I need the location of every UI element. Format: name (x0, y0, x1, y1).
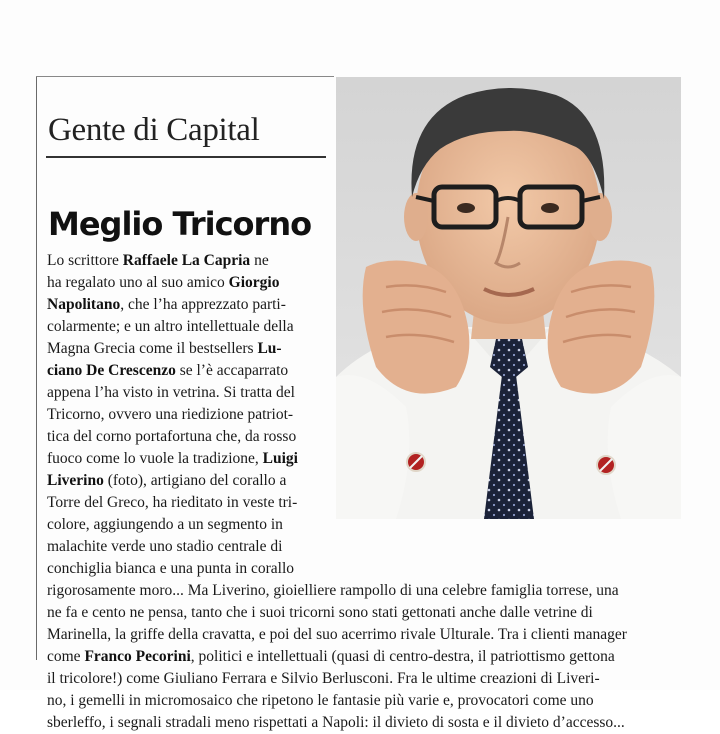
text-run: Magna Grecia come il bestsellers (47, 340, 258, 357)
text-run: sberleffo, i segnali stradali meno rispettati a Napoli: il divieto di sosta e il divieto d’accesso... (47, 714, 625, 731)
text-run: Lo scrittore (47, 252, 123, 269)
body-line (47, 514, 329, 536)
section-title: Gente di Capital (48, 112, 260, 148)
column-border-top (36, 76, 334, 77)
bold-name: Giorgio (228, 274, 280, 291)
body-line (47, 536, 329, 558)
text-run: fuoco come lo vuole la tradizione, (47, 450, 263, 467)
text-run: colore, aggiungendo a un segmento in (47, 516, 283, 533)
text-run: conchiglia bianca e una punta in corallo (47, 560, 295, 577)
bold-name: Napolitano (47, 296, 121, 313)
bold-name: Luigi (262, 450, 298, 467)
body-line (47, 426, 329, 448)
text-run: , che l’ha apprezzato parti- (120, 296, 286, 313)
body-line (47, 646, 673, 668)
body-line (47, 602, 673, 624)
body-line (47, 690, 673, 712)
body-line (47, 448, 329, 470)
bold-name: ciano De Crescenzo (47, 362, 176, 379)
portrait-illustration (336, 77, 681, 519)
body-line (47, 668, 673, 690)
text-run: ne fa e cento ne pensa, tanto che i suoi tricorni sono stati gettonati anche dalle vetrine di (47, 604, 593, 621)
text-run: se l’è accaparrato (175, 362, 289, 379)
text-run: Marinella, la griffe della cravatta, e poi del suo acerrimo rivale Ulturale. Tra i clienti manager (47, 626, 627, 643)
bold-name: Lu- (257, 340, 282, 357)
text-run: , politici e intellettuali (quasi di centro-destra, il patriottismo gettona (190, 648, 615, 665)
body-line (47, 250, 329, 272)
column-border-left (36, 76, 37, 660)
body-line (47, 294, 329, 316)
text-run: ha regalato uno al suo amico (47, 274, 229, 291)
article-photo (336, 77, 681, 519)
article-headline: Meglio Tricorno (48, 205, 312, 243)
text-run: appena l’ha visto in vetrina. Si tratta del (47, 384, 295, 401)
body-line (47, 624, 673, 646)
bold-name: Franco Pecorini (84, 648, 191, 665)
body-line (47, 382, 329, 404)
bold-name: Raffaele La Capria (122, 252, 251, 269)
body-line (47, 338, 329, 360)
body-line (47, 404, 329, 426)
text-run: ne (250, 252, 269, 269)
body-line (47, 558, 329, 580)
text-run: (foto), artigiano del corallo a (103, 472, 287, 489)
text-run: no, i gemelli in micromosaico che ripetono le fantasie più varie e, provocatori come uno (47, 692, 594, 709)
body-line (47, 360, 329, 382)
body-line (47, 272, 329, 294)
text-run: tica del corno portafortuna che, da rosso (47, 428, 297, 445)
body-line (47, 470, 329, 492)
text-run: malachite verde uno stadio centrale di (47, 538, 283, 555)
body-line (47, 580, 673, 602)
text-run: come (47, 648, 85, 665)
body-line (47, 492, 329, 514)
text-run: Torre del Greco, ha rieditato in veste tri- (47, 494, 298, 511)
text-run: Tricorno, ovvero una riedizione patriot- (47, 406, 294, 423)
bold-name: Liverino (47, 472, 104, 489)
body-line (47, 712, 673, 734)
text-run: rigorosamente moro... Ma Liverino, gioielliere rampollo di una celebre famiglia torrese, una (47, 582, 619, 599)
body-line (47, 316, 329, 338)
text-run: il tricolore!) come Giuliano Ferrara e Silvio Berlusconi. Fra le ultime creazioni di Liveri- (47, 670, 600, 687)
text-run: colarmente; e un altro intellettuale della (47, 318, 294, 335)
section-divider (46, 156, 326, 158)
